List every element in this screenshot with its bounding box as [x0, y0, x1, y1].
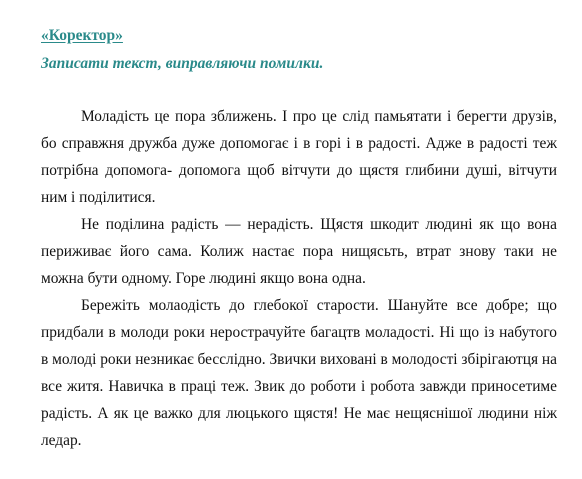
exercise-heading: «Коректор»	[41, 27, 123, 44]
paragraph-3: Бережіть молаодість до глебокої старости. Шануйте все добре; що придбали в молоди роки нерострачуйте багацтв моладості. Ні що із набутого в молоді роки незникає бесслідно. Звички виховані в молодості збірігаютця на все житя. Навичка в праці теж. Звик до роботи і робота завжди приносетиме радість. А як це важко для люцького щястя! Не має нещяснішої людини ніж ледар.	[41, 297, 557, 449]
exercise-body	[41, 103, 557, 454]
paragraph-2: Не поділина радість — нерадість. Щястя шкодит людині як що вона периживає його сама. Колиж настає пора нищясьть, втрат знову таки не можна бути одному. Горе людині якщо вона одна.	[41, 216, 557, 287]
exercise-task: Записати текст, виправляючи помилки.	[41, 55, 324, 72]
paragraph-1: Моладість це пора зближень. І про це слід памьятати і берегти друзів, бо справжня дружба дуже допомогає і в горі і в радості. Адже в радості теж потрібна допомога- допомога щоб вітчути до щястя глибини душі, вітчути ним і поділитися.	[41, 108, 557, 206]
